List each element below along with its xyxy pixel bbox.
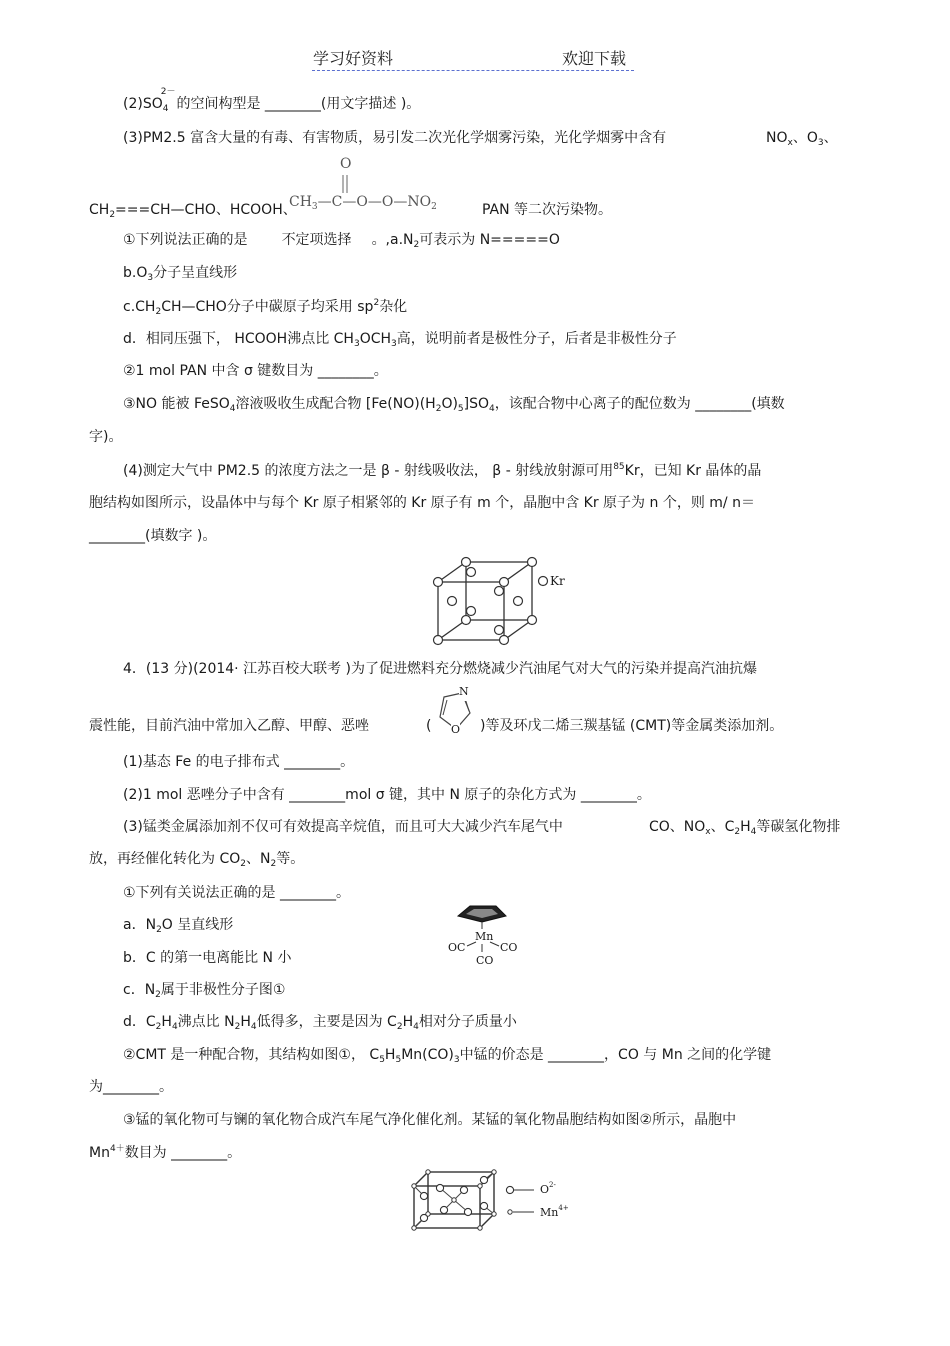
q4-option-d: d．$C_2H_4$沸点比 $N_2H_4$低得多，主要是因为 $C_2H_4$相对分子质量小 <box>123 1014 517 1032</box>
kr-crystal-figure <box>428 556 568 648</box>
header-left: 学习好资料 <box>313 49 394 68</box>
q3-part4: (4)测定大气中 PM2.5 的浓度方法之一是 β - 射线吸收法， β - 射线放射源可用$^{85}$Kr，已知 Kr 晶体的晶 <box>123 462 762 479</box>
pan-structure <box>286 155 476 217</box>
cmt-co-bottom: CO <box>476 954 494 967</box>
q3-sub2: ②1 mol PAN 中含 σ 键数目为 ________。 <box>123 363 388 379</box>
q4-sub3: ③锰的氧化物可与镧的氧化物合成汽车尾气净化催化剂。某锰的氧化物晶胞结构如图②所示，晶胞中 <box>123 1112 737 1128</box>
q4-part1: (1)基态 Fe 的电子排布式 ________。 <box>123 754 355 770</box>
q3-sub3-cont: 字)。 <box>89 429 123 445</box>
q4-option-c: c．$N_2$属于非极性分子图① <box>123 982 286 1000</box>
q3-part4-line3: ________(填数字 )。 <box>89 528 217 544</box>
q4-option-a: a．$N_2O$ 呈直线形 <box>123 917 234 935</box>
mn-oxide-crystal-figure <box>410 1166 580 1232</box>
q3-part3-species: $NO_x$、$O_3$、 <box>766 130 838 148</box>
q3-part3: (3)PM2.5 富含大量的有毒、有害物质，易引发二次光化学烟雾污染，光化学烟雾中含有 <box>123 130 667 146</box>
q4-sub1: ①下列有关说法正确的是 ________。 <box>123 885 351 901</box>
cmt-co-right: CO <box>500 941 518 954</box>
q4-part3: (3)锰类金属添加剂不仅可有效提高辛烷值，而且可大大减少汽车尾气中 <box>123 819 563 835</box>
q4-sub2: ②CMT 是一种配合物，其结构如图①， $C_5H_5Mn(CO)_3$中锰的价态是 ________，CO 与 Mn 之间的化学键 <box>123 1047 772 1065</box>
header-right: 欢迎下载 <box>562 49 627 68</box>
cmt-structure-figure <box>444 902 524 968</box>
fcc-unit-cell <box>428 556 568 648</box>
legend-mn4-label: $Mn^{4+}$ <box>540 1204 569 1219</box>
oxazole-o: O <box>451 721 460 739</box>
q4-option-b: b．C 的第一电离能比 N 小 <box>123 950 292 966</box>
cmt-co-left: OC <box>448 941 466 954</box>
q4-line2c: )等及环戊二烯三羰基锰 (CMT)等金属类添加剂。 <box>480 718 784 734</box>
q3-part4-line2: 胞结构如图所示，设晶体中与每个 Kr 原子相紧邻的 Kr 原子有 m 个，晶胞中含 Kr 原子为 n 个，则 m/ n＝ <box>89 495 755 511</box>
q4-sub2-cont: 为________。 <box>89 1079 173 1095</box>
q3-option-b: $b.O_3$分子呈直线形 <box>123 265 238 283</box>
q3-part2: (2)SO 2－ $_4$ 的空间构型是 ________(用文字描述 )。 <box>123 87 421 114</box>
q4-part2: (2)1 mol 恶唑分子中含有 ________mol σ 键，其中 N 原子的杂化方式为 ________。 <box>123 787 651 803</box>
oxazole-n: N <box>459 683 469 701</box>
q4-part3-line2: 放，再经催化转化为 $CO_2$、$N_2$等。 <box>89 851 305 869</box>
q3-sub1: ①下列说法正确的是 不定项选择 。$,a.N_2$可表示为 N=====O <box>123 232 560 250</box>
q3-sub3: ③NO 能被 FeSO$_4$溶液吸收生成配合物 $[Fe(NO)(H_2O)_5]SO_4$，该配合物中心离子的配位数为 ________(填数 <box>123 396 785 414</box>
header-divider <box>312 70 634 71</box>
cmt-mn: Mn <box>475 930 494 943</box>
q4-line2b: ( <box>426 718 432 734</box>
oxazole-structure <box>430 683 482 741</box>
legend-o2-label: $O^{2-}$ <box>540 1181 556 1196</box>
pan-carbonyl-oxygen: O <box>340 156 352 172</box>
pan-chain: $CH_3—C—O—O—NO_2$ <box>289 194 437 212</box>
rutile-unit-cell <box>410 1166 580 1232</box>
q3-option-d: d．相同压强下， HCOOH沸点比 $CH_3OCH_3$高，说明前者是极性分子，后者是非极性分子 <box>123 331 677 349</box>
q3-part3-line2-tail: PAN 等二次污染物。 <box>482 202 613 218</box>
q4-sub3-cont: $Mn^{4+}$数目为 ________。 <box>89 1144 242 1161</box>
q3-part3-line2: $CH_2===CH—CHO$、HCOOH、 <box>89 202 297 220</box>
q4-line2a: 震性能，目前汽油中常加入乙醇、甲醇、恶唑 <box>89 718 369 734</box>
kr-legend-label: Kr <box>550 574 565 588</box>
q4-title: 4．(13 分)(2014· 江苏百校大联考 )为了促进燃料充分燃烧减少汽油尾气对大气的污染并提高汽油抗爆 <box>123 661 757 677</box>
q4-part3-species: CO、$NO_x$、$C_2H_4$等碳氢化物排 <box>649 819 841 837</box>
q3-option-c: $c.CH_2CH—CHO$分子中碳原子均采用 $sp^2$杂化 <box>123 298 408 317</box>
